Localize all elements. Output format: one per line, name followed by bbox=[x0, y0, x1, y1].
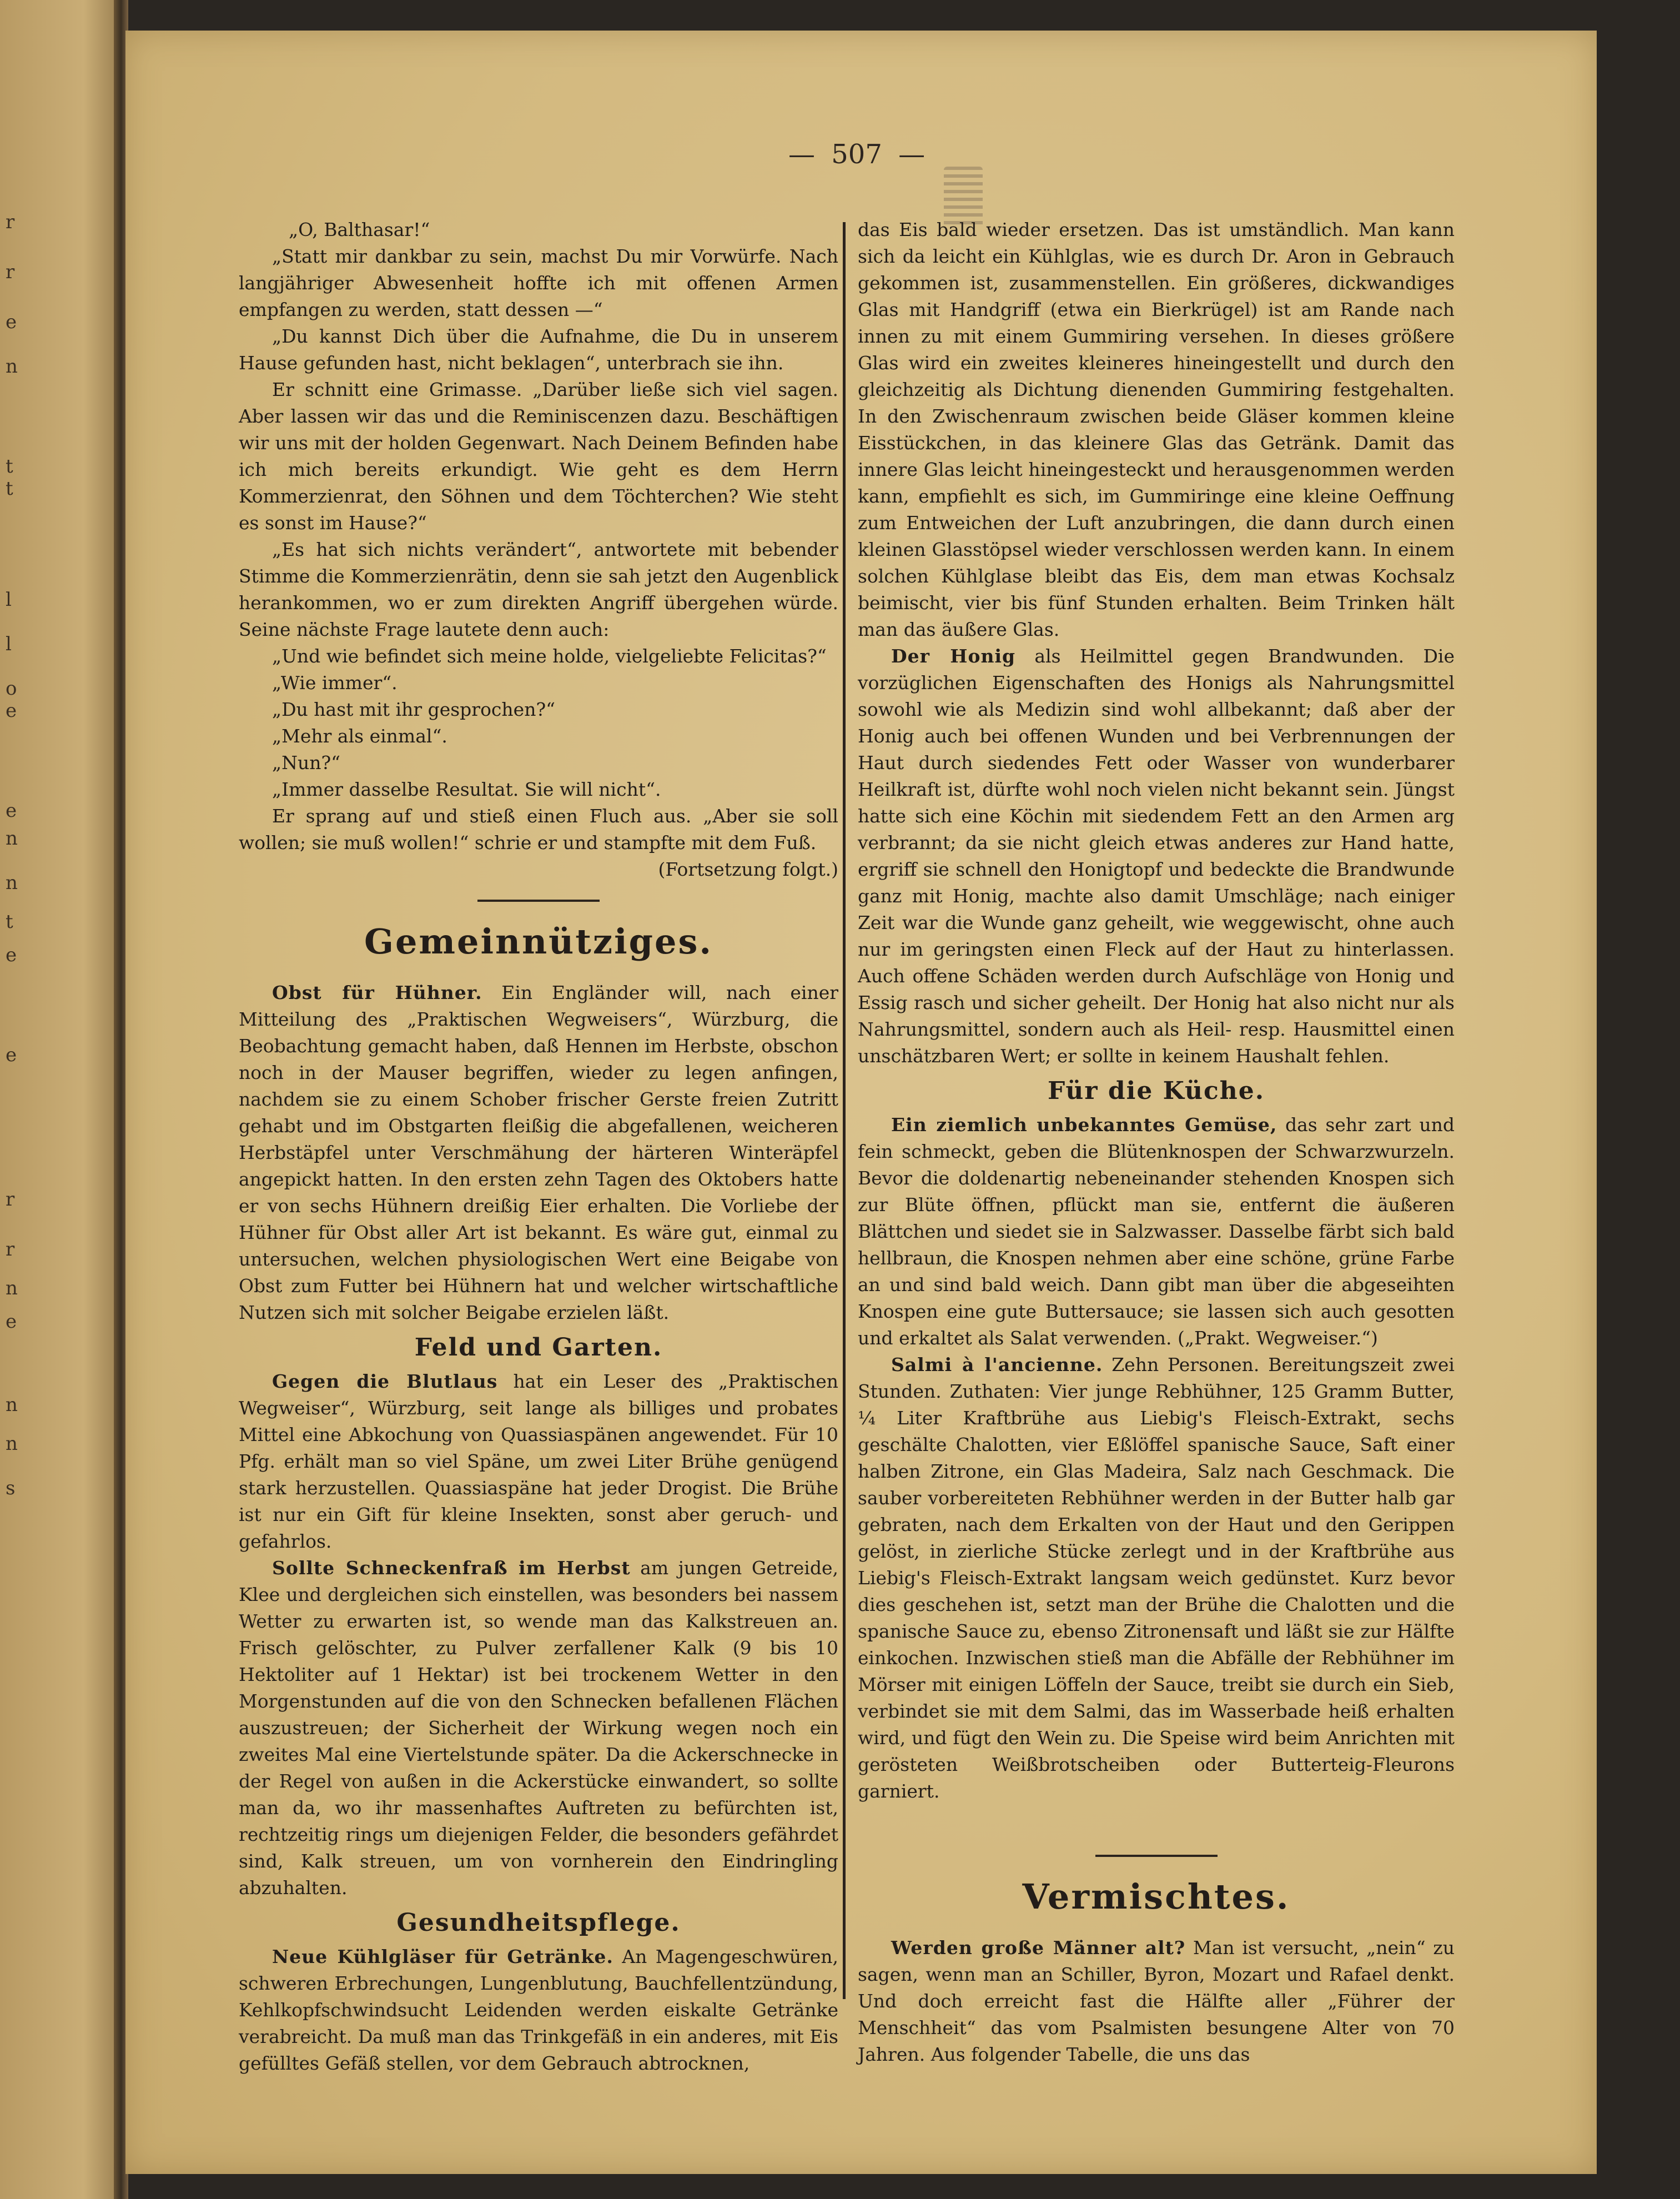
margin-fragment: e bbox=[6, 1044, 17, 1066]
story-paragraph: Er sprang auf und stieß einen Fluch aus. „Aber sie soll wollen; sie muß wollen!“ schrie er und stampfte mit dem Fuß. bbox=[239, 805, 838, 854]
story-paragraph: „O, Balthasar!“ bbox=[289, 219, 430, 240]
margin-fragment: e bbox=[6, 700, 17, 722]
article-obst bbox=[239, 980, 838, 1326]
margin-fragment: e bbox=[6, 1311, 17, 1333]
margin-fragment: s bbox=[6, 1477, 16, 1499]
article-body: Man ist versucht, „nein“ zu sagen, wenn man an Schiller, Byron, Mozart und Rafael denkt. Und doch erreicht fast die Hälfte aller „Führer der Menschheit“ das vom Psalmisten besungene Alter von 70 Jahren. Aus folgender Tabelle, die uns das bbox=[858, 1937, 1455, 2065]
margin-fragment: t bbox=[6, 478, 13, 500]
article-body: Ein Engländer will, nach einer Mitteilung des „Praktischen Wegweisers“, Würzburg, die Beobachtung gemacht haben, daß Hennen im Herbste, obschon noch in der Mauser begriffen, wieder zu legen anfingen, nachdem sie zu einem Schober frischer Gerste freien Zutritt gehabt und im Obstgarten fleißig die abgefallenen, weicheren Herbstäpfel unter Verschmähung der härteren Winteräpfel angepickt hatten. In den ersten zehn Tagen des Oktobers hatte er von sechs Hühnern dreißig Eier erhalten. Die Vorliebe der Hühner für Obst aller Art ist bekannt. Es wäre gut, einmal zu untersuchen, welchen physiologischen Wert eine Beigabe von Obst zum Futter bei Hühnern hat und welcher wirtschaftliche Nutzen sich mit solcher Beigabe erzielen läßt. bbox=[239, 982, 838, 1323]
section-heading-kueche: Für die Küche. bbox=[1047, 1077, 1265, 1105]
margin-fragment: n bbox=[6, 1394, 18, 1416]
article-body: hat ein Leser des „Praktischen Wegweiser“, Würzburg, seit lange als billiges und probates Mittel eine Abkochung von Quassiaspänen angewendet. Für 10 Pfg. erhält man so viel Späne, um zwei Liter Brühe genügend stark herzustellen. Quassiaspäne hat jeder Drogist. Die Brühe ist nur ein Gift für kleine Insekten, sonst aber geruch- und gefahrlos. bbox=[239, 1370, 838, 1552]
margin-fragment: r bbox=[6, 211, 15, 233]
margin-fragment: r bbox=[6, 1238, 15, 1261]
margin-fragment: e bbox=[6, 944, 17, 966]
story-paragraph: „Immer dasselbe Resultat. Sie will nicht“. bbox=[272, 779, 661, 800]
margin-fragment: o bbox=[6, 677, 17, 700]
article-maenner bbox=[858, 1935, 1455, 2068]
article-title: Gegen die Blutlaus bbox=[272, 1370, 498, 1392]
page-number-dash-left: — bbox=[788, 139, 815, 170]
column-divider bbox=[843, 222, 846, 1999]
article-body: An Magengeschwüren, schweren Erbrechungen, Lungenblutung, Bauchfellentzündung, Kehlkopfschwindsucht Leidenden werden eiskalte Getränke verabreicht. Da muß man das Trinkgefäß in ein anderes, mit Eis gefülltes Gefäß stellen, vor dem Gebrauch abtrocknen, bbox=[239, 1946, 839, 2074]
article-title: Der Honig bbox=[891, 645, 1016, 667]
margin-fragment: t bbox=[6, 455, 13, 478]
margin-fragment: e bbox=[6, 800, 17, 822]
margin-fragment: n bbox=[6, 827, 18, 850]
right-column bbox=[858, 217, 1455, 2068]
article-salmi bbox=[858, 1352, 1455, 1805]
article-blutlaus bbox=[239, 1368, 838, 1555]
story-paragraph: „Wie immer“. bbox=[272, 672, 398, 694]
article-title: Neue Kühlgläser für Getränke. bbox=[272, 1946, 613, 1967]
story-paragraph: „Nun?“ bbox=[272, 752, 341, 774]
section-rule bbox=[1095, 1855, 1218, 1857]
margin-fragment: l bbox=[6, 633, 12, 655]
continuation-note: (Fortsetzung folgt.) bbox=[658, 858, 838, 880]
article-title: Werden große Männer alt? bbox=[891, 1937, 1186, 1959]
article-title: Ein ziemlich unbekanntes Gemüse, bbox=[891, 1114, 1277, 1136]
page-number-value: 507 bbox=[831, 139, 882, 170]
section-heading-vermischtes: Vermischtes. bbox=[1022, 1876, 1290, 1917]
article-body: das sehr zart und fein schmeckt, geben die Blütenknospen der Schwarzwurzeln. Bevor die doldenartig nebeneinander stehenden Knospen sich zur Blüte öffnen, pflückt man sie, entfernt die äußeren Blättchen und siedet sie in Salzwasser. Dasselbe färbt sich bald hellbraun, die Knospen nehmen aber eine schöne, grüne Farbe an und sind bald weich. Dann gibt man über die abgeseihten Knospen eine gute Buttersauce; sie lassen sich auch gesotten und erkaltet als Salat verwenden. („Prakt. Wegweiser.“) bbox=[858, 1114, 1455, 1349]
section-heading-gesundheit: Gesundheitspflege. bbox=[396, 1909, 681, 1937]
section-heading-gemeinnuetziges: Gemeinnütziges. bbox=[364, 921, 713, 962]
story-paragraph: „Du kannst Dich über die Aufnahme, die Du in unserem Hause gefunden hast, nicht beklagen“, unterbrach sie ihn. bbox=[239, 325, 838, 374]
facing-page-edge bbox=[0, 0, 119, 2199]
left-column bbox=[239, 217, 838, 2077]
article-body: als Heilmittel gegen Brandwunden. Die vorzüglichen Eigenschaften des Honigs als Nahrungsmittel sowohl wie als Medizin sind wohl allbekannt; daß aber der Honig auch bei offenen Wunden und bei Verbrennungen der Haut durch siedendes Fett oder Wasser von wunderbarer Heilkraft ist, dürfte wohl noch vielen nicht bekannt sein. Jüngst hatte sich eine Köchin mit siedendem Fett an den Armen arg verbrannt; da sie nicht gleich etwas anderes zur Hand hatte, ergriff sie schnell den Honigtopf und bedeckte die Brandwunde ganz mit Honig, machte also damit Umschläge; nach einiger Zeit war die Wunde ganz geheilt, wie weggewischt, ohne auch nur im geringsten einen Fleck auf der Haut zu hinterlassen. Auch offene Schäden werden durch Aufschläge von Honig und Essig rasch und sicher geheilt. Der Honig hat also nicht nur als Nahrungsmittel, sondern auch als Heil- resp. Hausmittel einen unschätzbaren Wert; er sollte in keinem Haushalt fehlen. bbox=[858, 645, 1455, 1067]
article-gemuese bbox=[858, 1112, 1455, 1352]
story-paragraph: „Es hat sich nichts verändert“, antwortete mit bebender Stimme die Kommerzienrätin, denn sie sah jetzt den Augenblick herankommen, wo er zum direkten Angriff übergehen würde. Seine nächste Frage lautete denn auch: bbox=[239, 539, 838, 640]
margin-fragment: n bbox=[6, 1277, 18, 1299]
margin-fragment: n bbox=[6, 355, 18, 378]
article-body: am jungen Getreide, Klee und dergleichen sich einstellen, was besonders bei nassem Wetter zu erwarten ist, so wende man das Kalkstreuen an. Frisch gelöschter, zu Pulver zerfallener Kalk (9 bis 10 Hektoliter auf 1 Hektar) ist bei trockenem Wetter in den Morgenstunden auf die von den Schnecken befallenen Flächen auszustreuen; der Sicherheit der Wirkung wegen noch ein zweites Mal eine Viertelstunde später. Da die Ackerschnecke in der Regel von außen in die Ackerstücke einwandert, so sollte man da, wo ihr massenhaftes Auftreten zu befürchten ist, rechtzeitig rings um diejenigen Felder, die besonders gefährdet sind, Kalk streuen, um von vornherein den Eindringling abzuhalten. bbox=[239, 1557, 838, 1899]
section-rule bbox=[477, 900, 600, 902]
article-title: Sollte Schneckenfraß im Herbst bbox=[272, 1557, 631, 1579]
article-title: Obst für Hühner. bbox=[272, 982, 482, 1003]
article-body: Zehn Personen. Bereitungszeit zwei Stunden. Zuthaten: Vier junge Rebhühner, 125 Gramm Butter, ¼ Liter Kraftbrühe aus Liebig's Fleisch-Extrakt, sechs geschälte Chalotten, vier Eßlöffel spanische Sauce, Saft einer halben Zitrone, ein Glas Madeira, Salz nach Geschmack. Die sauber vorbereiteten Rebhühner werden in der Butter halb gar gebraten, nach dem Erkalten von der Haut und den Gerippen gelöst, in zierliche Stücke zerlegt und in der Kraftbrühe aus Liebig's Fleisch-Extrakt langsam weich gedünstet. Kurz bevor dies geschehen ist, setzt man der Brühe die Chalotten und die spanische Sauce zu, ebenso Zitronensaft und läßt sie zur Hälfte einkochen. Inzwischen stieß man die Abfälle der Rebhühner im Mörser mit einigen Löffeln der Sauce, treibt sie durch ein Sieb, verbindet sie mit dem Salmi, das im Wasserbade heiß erhalten wird, und fügt den Wein zu. Die Speise wird beim Anrichten mit gerösteten Weißbrotscheiben oder Butterteig-Fleurons garniert. bbox=[858, 1354, 1455, 1802]
margin-fragment: r bbox=[6, 261, 15, 283]
article-continuation-placeholder: das Eis bald wieder ersetzen. Das ist umständlich. Man kann sich da leicht ein Kühlglas, wie es durch Dr. Aron in Gebrauch gekommen ist, zusammenstellen. Ein größeres, dickwandiges Glas mit Handgriff (etwa ein Bierkrügel) ist am Rande nach innen zu mit einem Gummiring versehen. In dieses größere Glas wird ein zweites kleineres hineingestellt und durch den gleichzeitig als Dichtung dienenden Gummiring festgehalten. In den Zwischenraum zwischen beide Gläser kommen kleine Eisstückchen, in das kleinere Glas das Getränk. Damit das innere Glas leicht hineingesteckt und herausgenommen werden kann, empfiehlt es sich, im Gummiringe eine kleine Oeffnung zum Entweichen der Luft anzubringen, die dann durch einen kleinen Glasstöpsel wieder verschlossen werden kann. In einem solchen Kühlglase bleibt das Eis, dem man etwas Kochsalz beimischt, vier bis fünf Stunden erhalten. Beim Trinken hält man das äußere Glas. bbox=[858, 219, 1455, 640]
story-paragraph: „Und wie befindet sich meine holde, vielgeliebte Felicitas?“ bbox=[272, 645, 827, 667]
section-heading-feld: Feld und Garten. bbox=[414, 1333, 663, 1362]
story-paragraph: „Du hast mit ihr gesprochen?“ bbox=[272, 699, 556, 720]
article-honig bbox=[858, 643, 1455, 1070]
margin-fragment: r bbox=[6, 1188, 15, 1211]
story-paragraph: Er schnitt eine Grimasse. „Darüber ließe sich viel sagen. Aber lassen wir das und die Reminiscenzen dazu. Beschäftigen wir uns mit der holden Gegenwart. Nach Deinem Befinden habe ich mich bereits erkundigt. Wie geht es dem Herrn Kommerzienrat, den Söhnen und dem Töchterchen? Wie steht es sonst im Hause?“ bbox=[239, 379, 838, 534]
margin-fragment: e bbox=[6, 311, 17, 333]
story-paragraph: „Statt mir dankbar zu sein, machst Du mir Vorwürfe. Nach langjähriger Abwesenheit hoffte ich mit offenen Armen empfangen zu werden, statt dessen —“ bbox=[239, 245, 838, 320]
page-number-dash-right: — bbox=[898, 139, 925, 170]
margin-fragment: l bbox=[6, 589, 12, 611]
article-schnecken bbox=[239, 1555, 838, 1901]
page-number bbox=[788, 139, 925, 170]
margin-fragment: n bbox=[6, 1433, 18, 1455]
margin-fragment: t bbox=[6, 911, 13, 933]
article-kuehlglaeser bbox=[239, 1944, 838, 2077]
story-paragraph: „Mehr als einmal“. bbox=[272, 725, 447, 747]
margin-fragment: n bbox=[6, 872, 18, 894]
article-title: Salmi à l'ancienne. bbox=[891, 1354, 1103, 1375]
